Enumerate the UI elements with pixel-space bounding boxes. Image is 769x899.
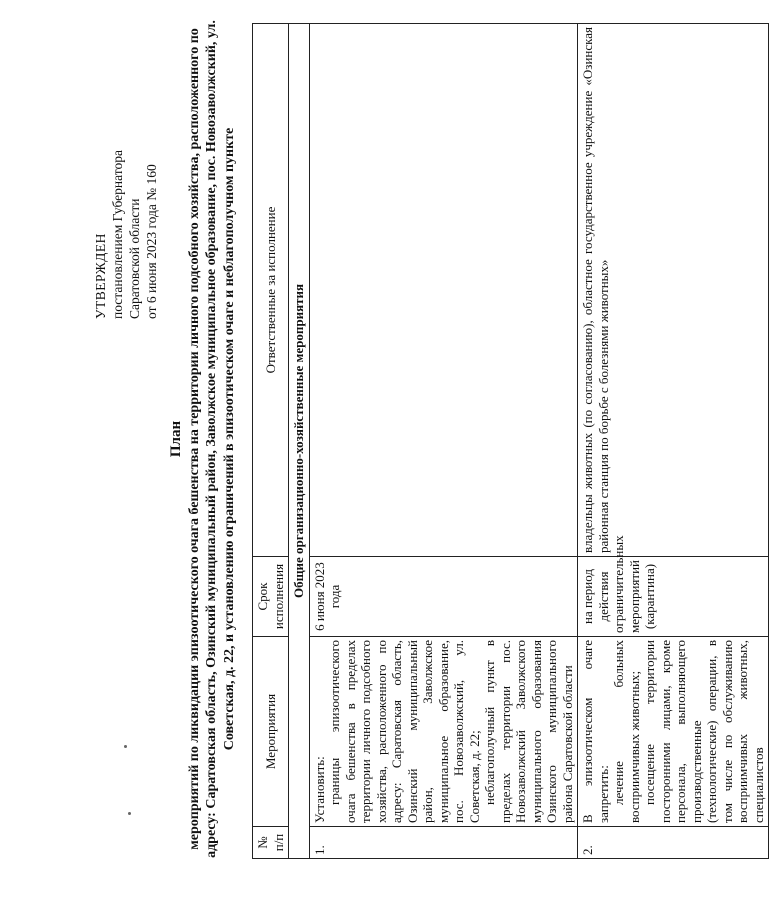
measure-line: Установить: bbox=[311, 756, 327, 823]
row-responsible: владельцы животных (по согласованию), областное государственное учреждение «Озинская районная станция по борьбе с болезнями животных» bbox=[578, 24, 769, 557]
section-row bbox=[289, 24, 310, 859]
table-row bbox=[309, 24, 578, 859]
row-num: 2. bbox=[578, 827, 769, 859]
approval-line-2: Саратовской области bbox=[127, 198, 142, 319]
measure-line: неблагополучный пункт в пределах территории пос. Новозаволжский Заволжского муниципального образования Озинского муниципального района Саратовской области bbox=[482, 640, 575, 823]
approval-block bbox=[92, 19, 160, 319]
approval-heading: УТВЕРЖДЕН bbox=[93, 233, 108, 319]
scan-speck bbox=[128, 812, 131, 815]
table-row bbox=[578, 24, 769, 859]
header-term: Срок исполнения bbox=[253, 557, 289, 637]
row-measure bbox=[578, 637, 769, 827]
row-responsible bbox=[309, 24, 578, 557]
approval-line-1: постановлением Губернатора bbox=[110, 150, 125, 319]
title-word: План bbox=[168, 420, 184, 458]
measure-line: границы эпизоотического очага бешенства в пределах территории личного подсобного хозяйства, расположенного по адресу: Саратовская область, Озинский муниципальный район, Заволжское муниципальное образование, пос. Новозаволжский, ул. Советская, д. 22; bbox=[327, 640, 482, 823]
scan-speck bbox=[124, 745, 127, 748]
measure-line: лечение больных восприимчивых животных; bbox=[611, 640, 642, 823]
approval-line-3: от 6 июня 2023 года № 160 bbox=[144, 164, 159, 319]
measure-line: посещение территории посторонними лицами, кроме персонала, выполняющего производственные (технологические) операции, в том числе по обслуживанию восприимчивых животных, специалистов bbox=[642, 640, 766, 823]
measure-line: В эпизоотическом очаге запретить: bbox=[580, 640, 611, 823]
section-title: Общие организационно-хозяйственные мероприятия bbox=[289, 24, 310, 859]
row-num: 1. bbox=[309, 827, 578, 859]
title-text: мероприятий по ликвидации эпизоотического очага бешенства на территории личного подсобного хозяйства, расположенного по адресу: Саратовская область, Озинский муниципальный район, Заволжское муниципальное образование, пос. Новозаволжский, ул. Советская, д. 22, и установлению ограничений в эпизоотическом очаге и неблагополучном пункте bbox=[186, 20, 237, 858]
document-title bbox=[168, 19, 238, 859]
table-header-row bbox=[253, 24, 289, 859]
row-term: 6 июня 2023 года bbox=[309, 557, 578, 637]
header-responsible: Ответственные за исполнение bbox=[253, 24, 289, 557]
row-term: на период действия ограничительных мероприятий (карантина) bbox=[578, 557, 769, 637]
header-num: № п/п bbox=[253, 827, 289, 859]
header-measures: Мероприятия bbox=[253, 637, 289, 827]
plan-table bbox=[252, 23, 769, 859]
row-measure bbox=[309, 637, 578, 827]
